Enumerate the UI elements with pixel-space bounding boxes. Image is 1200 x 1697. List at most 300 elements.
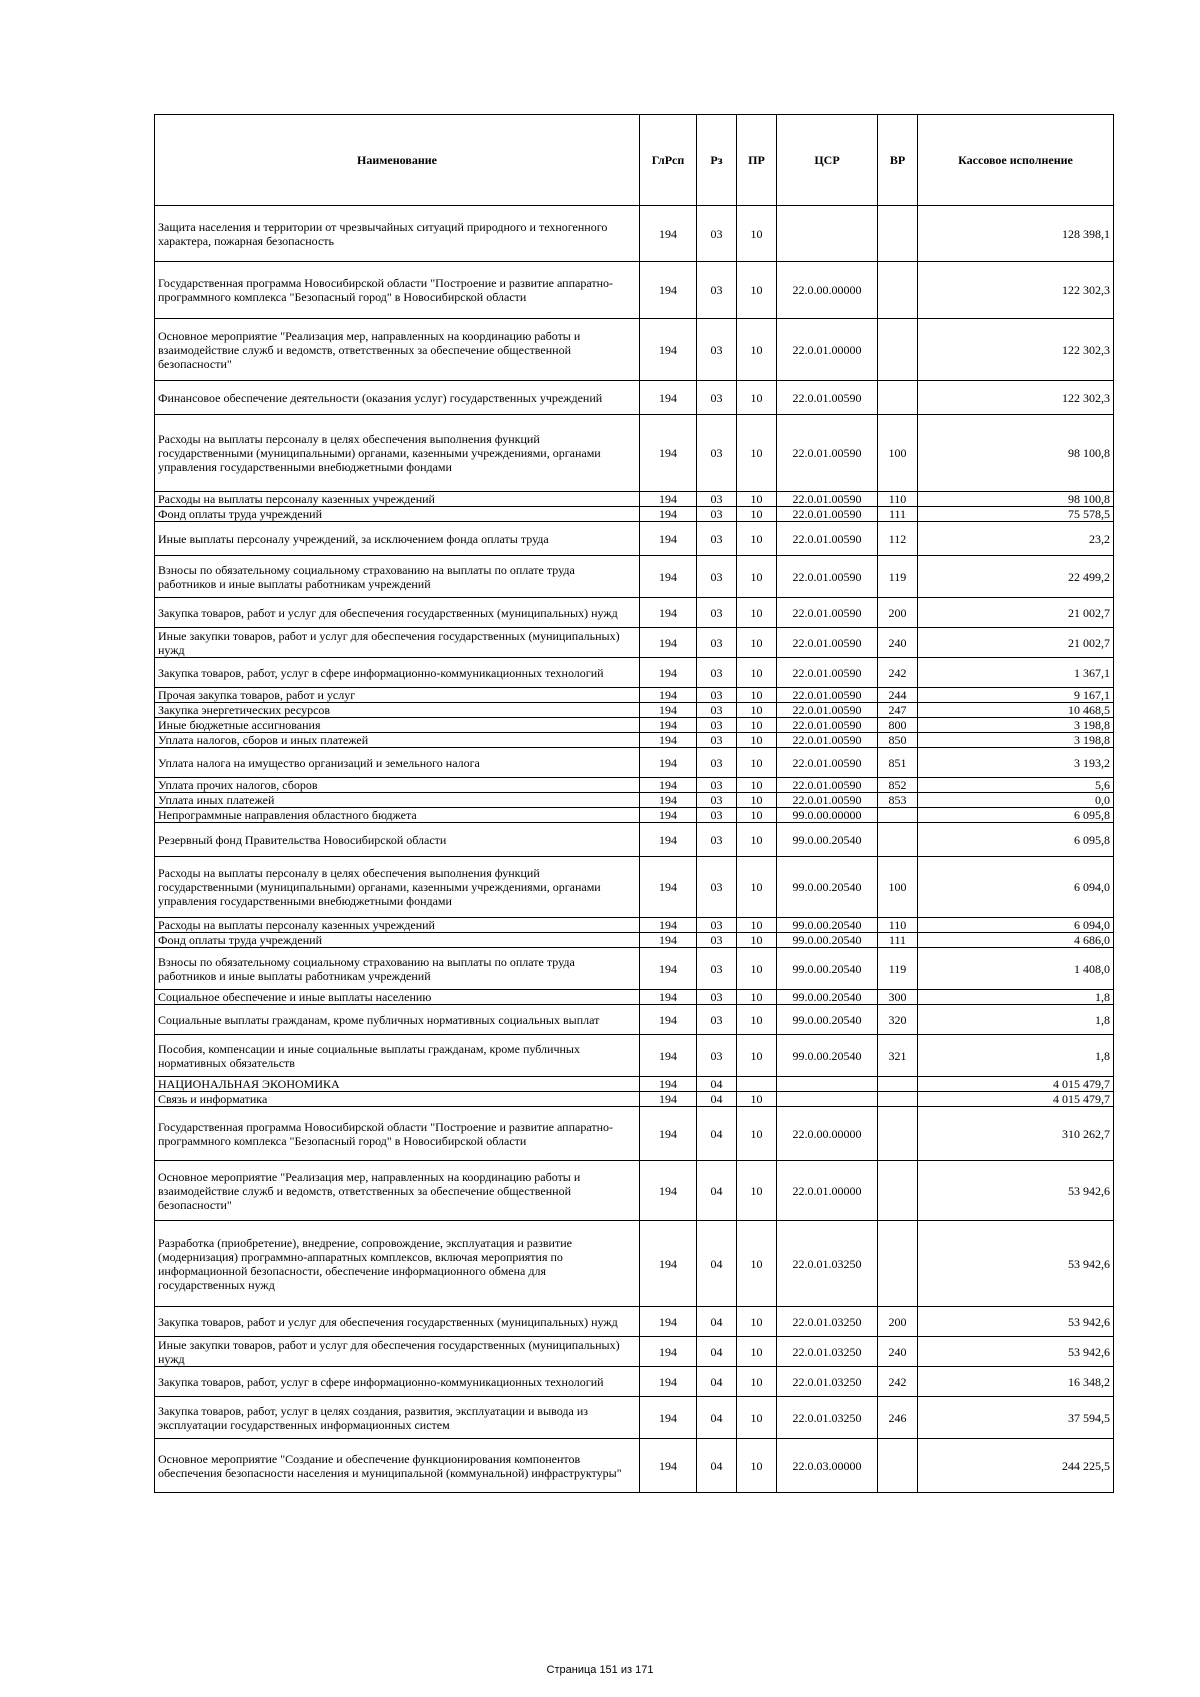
- cell-name: Государственная программа Новосибирской области "Построение и развитие аппаратно-программного комплекса "Безопасный город" в Новосибирской области: [155, 262, 640, 319]
- cell-vr: 111: [878, 507, 918, 522]
- cell-name: Иные закупки товаров, работ и услуг для обеспечения государственных (муниципальных) нужд: [155, 1337, 640, 1367]
- cell-csr: 22.0.01.03250: [777, 1337, 878, 1367]
- cell-vr: 853: [878, 793, 918, 808]
- cell-vr: [878, 823, 918, 857]
- cell-vr: 100: [878, 415, 918, 492]
- table-row: [155, 1005, 1114, 1035]
- cell-amount: 53 942,6: [918, 1221, 1114, 1307]
- cell-amount: 4 015 479,7: [918, 1077, 1114, 1092]
- cell-amount: 6 095,8: [918, 808, 1114, 823]
- cell-grsp: 194: [640, 206, 697, 262]
- cell-grsp: 194: [640, 808, 697, 823]
- cell-amount: 310 262,7: [918, 1107, 1114, 1161]
- cell-csr: 99.0.00.20540: [777, 948, 878, 990]
- cell-pr: 10: [737, 1397, 777, 1439]
- cell-csr: 22.0.01.00000: [777, 1161, 878, 1221]
- table-row: [155, 415, 1114, 492]
- cell-vr: 119: [878, 556, 918, 598]
- cell-amount: 0,0: [918, 793, 1114, 808]
- cell-vr: 200: [878, 1307, 918, 1337]
- cell-grsp: 194: [640, 948, 697, 990]
- cell-pr: 10: [737, 857, 777, 918]
- cell-vr: 300: [878, 990, 918, 1005]
- table-row: [155, 522, 1114, 556]
- cell-amount: 122 302,3: [918, 319, 1114, 381]
- table-row: [155, 778, 1114, 793]
- cell-grsp: 194: [640, 857, 697, 918]
- cell-pr: 10: [737, 658, 777, 688]
- table-row: [155, 1397, 1114, 1439]
- cell-csr: [777, 1077, 878, 1092]
- table-row: [155, 381, 1114, 415]
- cell-grsp: 194: [640, 933, 697, 948]
- cell-amount: 53 942,6: [918, 1307, 1114, 1337]
- cell-grsp: 194: [640, 598, 697, 628]
- cell-vr: 247: [878, 703, 918, 718]
- cell-vr: 119: [878, 948, 918, 990]
- cell-amount: 21 002,7: [918, 628, 1114, 658]
- cell-rz: 03: [697, 206, 737, 262]
- cell-grsp: 194: [640, 793, 697, 808]
- cell-csr: 22.0.01.03250: [777, 1397, 878, 1439]
- cell-grsp: 194: [640, 918, 697, 933]
- table-row: [155, 507, 1114, 522]
- cell-name: Прочая закупка товаров, работ и услуг: [155, 688, 640, 703]
- cell-name: Непрограммные направления областного бюджета: [155, 808, 640, 823]
- cell-rz: 03: [697, 415, 737, 492]
- cell-rz: 04: [697, 1161, 737, 1221]
- cell-pr: 10: [737, 262, 777, 319]
- cell-name: Закупка товаров, работ, услуг в сфере информационно-коммуникационных технологий: [155, 658, 640, 688]
- cell-vr: 100: [878, 857, 918, 918]
- cell-name: Финансовое обеспечение деятельности (оказания услуг) государственных учреждений: [155, 381, 640, 415]
- cell-name: Иные закупки товаров, работ и услуг для обеспечения государственных (муниципальных) нужд: [155, 628, 640, 658]
- cell-grsp: 194: [640, 1397, 697, 1439]
- cell-amount: 6 095,8: [918, 823, 1114, 857]
- cell-grsp: 194: [640, 718, 697, 733]
- cell-csr: 22.0.01.03250: [777, 1221, 878, 1307]
- cell-amount: 98 100,8: [918, 415, 1114, 492]
- cell-amount: 1,8: [918, 1035, 1114, 1077]
- cell-csr: 22.0.01.00590: [777, 688, 878, 703]
- table-row: [155, 1092, 1114, 1107]
- cell-rz: 03: [697, 703, 737, 718]
- cell-vr: [878, 1107, 918, 1161]
- cell-grsp: 194: [640, 1005, 697, 1035]
- cell-vr: [878, 206, 918, 262]
- header-vr: ВР: [878, 115, 918, 206]
- cell-grsp: 194: [640, 507, 697, 522]
- cell-rz: 03: [697, 823, 737, 857]
- cell-vr: 242: [878, 1367, 918, 1397]
- cell-name: Закупка товаров, работ и услуг для обеспечения государственных (муниципальных) нужд: [155, 598, 640, 628]
- header-grsp: ГлРсп: [640, 115, 697, 206]
- table-row: [155, 933, 1114, 948]
- cell-grsp: 194: [640, 319, 697, 381]
- cell-pr: 10: [737, 492, 777, 507]
- cell-name: Социальные выплаты гражданам, кроме публичных нормативных социальных выплат: [155, 1005, 640, 1035]
- cell-pr: 10: [737, 703, 777, 718]
- cell-name: Основное мероприятие "Создание и обеспечение функционирования компонентов обеспечения безопасности населения и муниципальной (коммунальной) инфраструктуры": [155, 1439, 640, 1493]
- cell-csr: 99.0.00.20540: [777, 1035, 878, 1077]
- cell-pr: 10: [737, 507, 777, 522]
- cell-pr: 10: [737, 319, 777, 381]
- cell-vr: 111: [878, 933, 918, 948]
- cell-rz: 04: [697, 1439, 737, 1493]
- cell-amount: 122 302,3: [918, 262, 1114, 319]
- cell-pr: 10: [737, 948, 777, 990]
- cell-name: Взносы по обязательному социальному страхованию на выплаты по оплате труда работников и иные выплаты работникам учреждений: [155, 556, 640, 598]
- cell-pr: 10: [737, 628, 777, 658]
- page-number: Страница 151 из 171: [546, 1664, 654, 1676]
- cell-name: Разработка (приобретение), внедрение, сопровождение, эксплуатация и развитие (модернизация) программно-аппаратных комплексов, включая мероприятия по информационной безопасности, обеспечение информационного обмена для государственных нужд: [155, 1221, 640, 1307]
- cell-amount: 21 002,7: [918, 598, 1114, 628]
- cell-vr: 851: [878, 748, 918, 778]
- cell-pr: 10: [737, 933, 777, 948]
- cell-name: Социальное обеспечение и иные выплаты населению: [155, 990, 640, 1005]
- cell-csr: [777, 1092, 878, 1107]
- cell-rz: 03: [697, 319, 737, 381]
- cell-pr: 10: [737, 556, 777, 598]
- table-row: [155, 319, 1114, 381]
- cell-name: Уплата налогов, сборов и иных платежей: [155, 733, 640, 748]
- cell-csr: 99.0.00.20540: [777, 857, 878, 918]
- cell-csr: 22.0.01.00590: [777, 507, 878, 522]
- cell-amount: 53 942,6: [918, 1161, 1114, 1221]
- cell-csr: 22.0.01.03250: [777, 1307, 878, 1337]
- cell-pr: 10: [737, 1439, 777, 1493]
- cell-grsp: 194: [640, 1221, 697, 1307]
- cell-grsp: 194: [640, 522, 697, 556]
- cell-grsp: 194: [640, 556, 697, 598]
- cell-name: Закупка товаров, работ, услуг в сфере информационно-коммуникационных технологий: [155, 1367, 640, 1397]
- cell-amount: 6 094,0: [918, 857, 1114, 918]
- cell-amount: 75 578,5: [918, 507, 1114, 522]
- table-row: [155, 718, 1114, 733]
- cell-pr: [737, 1077, 777, 1092]
- cell-csr: 99.0.00.00000: [777, 808, 878, 823]
- cell-pr: 10: [737, 778, 777, 793]
- cell-vr: [878, 1161, 918, 1221]
- cell-amount: 98 100,8: [918, 492, 1114, 507]
- cell-amount: 53 942,6: [918, 1337, 1114, 1367]
- cell-rz: 03: [697, 778, 737, 793]
- cell-rz: 03: [697, 857, 737, 918]
- cell-rz: 04: [697, 1337, 737, 1367]
- cell-rz: 03: [697, 948, 737, 990]
- cell-pr: 10: [737, 1367, 777, 1397]
- cell-grsp: 194: [640, 492, 697, 507]
- cell-name: Закупка энергетических ресурсов: [155, 703, 640, 718]
- header-amount: Кассовое исполнение: [918, 115, 1114, 206]
- cell-amount: 1 408,0: [918, 948, 1114, 990]
- cell-grsp: 194: [640, 1077, 697, 1092]
- cell-csr: 22.0.01.00590: [777, 778, 878, 793]
- cell-rz: 03: [697, 262, 737, 319]
- cell-amount: 23,2: [918, 522, 1114, 556]
- table-row: [155, 1035, 1114, 1077]
- cell-rz: 03: [697, 918, 737, 933]
- cell-csr: 22.0.00.00000: [777, 262, 878, 319]
- cell-csr: 22.0.01.00590: [777, 628, 878, 658]
- cell-rz: 04: [697, 1397, 737, 1439]
- table-row: [155, 658, 1114, 688]
- table-row: [155, 793, 1114, 808]
- cell-grsp: 194: [640, 381, 697, 415]
- cell-amount: 1 367,1: [918, 658, 1114, 688]
- cell-name: НАЦИОНАЛЬНАЯ ЭКОНОМИКА: [155, 1077, 640, 1092]
- cell-csr: 22.0.01.00590: [777, 556, 878, 598]
- table-row: [155, 918, 1114, 933]
- cell-amount: 6 094,0: [918, 918, 1114, 933]
- cell-pr: 10: [737, 415, 777, 492]
- cell-rz: 03: [697, 808, 737, 823]
- cell-vr: 110: [878, 492, 918, 507]
- cell-csr: 99.0.00.20540: [777, 933, 878, 948]
- header-name: Наименование: [155, 115, 640, 206]
- cell-vr: 240: [878, 1337, 918, 1367]
- cell-vr: 200: [878, 598, 918, 628]
- cell-name: Иные бюджетные ассигнования: [155, 718, 640, 733]
- cell-csr: [777, 206, 878, 262]
- cell-name: Уплата иных платежей: [155, 793, 640, 808]
- cell-csr: 22.0.03.00000: [777, 1439, 878, 1493]
- cell-amount: 4 015 479,7: [918, 1092, 1114, 1107]
- table-row: [155, 808, 1114, 823]
- cell-csr: 22.0.01.00590: [777, 415, 878, 492]
- table-row: [155, 1077, 1114, 1092]
- cell-rz: 03: [697, 933, 737, 948]
- table-row: [155, 206, 1114, 262]
- cell-pr: 10: [737, 1221, 777, 1307]
- cell-grsp: 194: [640, 1092, 697, 1107]
- cell-csr: 22.0.01.03250: [777, 1367, 878, 1397]
- cell-vr: 852: [878, 778, 918, 793]
- cell-rz: 03: [697, 492, 737, 507]
- cell-amount: 128 398,1: [918, 206, 1114, 262]
- cell-rz: 04: [697, 1077, 737, 1092]
- table-row: [155, 823, 1114, 857]
- cell-grsp: 194: [640, 778, 697, 793]
- cell-grsp: 194: [640, 1439, 697, 1493]
- cell-rz: 03: [697, 556, 737, 598]
- cell-grsp: 194: [640, 1161, 697, 1221]
- cell-pr: 10: [737, 206, 777, 262]
- table-row: [155, 703, 1114, 718]
- cell-grsp: 194: [640, 748, 697, 778]
- cell-amount: 122 302,3: [918, 381, 1114, 415]
- table-row: [155, 1161, 1114, 1221]
- table-row: [155, 1107, 1114, 1161]
- cell-vr: [878, 1077, 918, 1092]
- cell-rz: 04: [697, 1367, 737, 1397]
- cell-name: Фонд оплаты труда учреждений: [155, 507, 640, 522]
- cell-amount: 5,6: [918, 778, 1114, 793]
- cell-grsp: 194: [640, 688, 697, 703]
- cell-pr: 10: [737, 1337, 777, 1367]
- cell-amount: 16 348,2: [918, 1367, 1114, 1397]
- table-row: [155, 556, 1114, 598]
- cell-rz: 03: [697, 1035, 737, 1077]
- cell-amount: 37 594,5: [918, 1397, 1114, 1439]
- cell-grsp: 194: [640, 1035, 697, 1077]
- cell-pr: 10: [737, 381, 777, 415]
- cell-rz: 03: [697, 628, 737, 658]
- cell-pr: 10: [737, 808, 777, 823]
- cell-amount: 22 499,2: [918, 556, 1114, 598]
- cell-rz: 04: [697, 1092, 737, 1107]
- cell-rz: 03: [697, 990, 737, 1005]
- table-row: [155, 748, 1114, 778]
- cell-grsp: 194: [640, 1337, 697, 1367]
- cell-name: Уплата налога на имущество организаций и земельного налога: [155, 748, 640, 778]
- cell-csr: 22.0.01.00590: [777, 658, 878, 688]
- header-row: [155, 115, 1114, 206]
- cell-pr: 10: [737, 1035, 777, 1077]
- table-row: [155, 1337, 1114, 1367]
- cell-rz: 03: [697, 1005, 737, 1035]
- cell-vr: 246: [878, 1397, 918, 1439]
- cell-pr: 10: [737, 688, 777, 703]
- cell-csr: 99.0.00.20540: [777, 823, 878, 857]
- cell-vr: 112: [878, 522, 918, 556]
- cell-vr: [878, 381, 918, 415]
- table-row: [155, 492, 1114, 507]
- table-row: [155, 628, 1114, 658]
- header-rz: Рз: [697, 115, 737, 206]
- cell-name: Расходы на выплаты персоналу казенных учреждений: [155, 918, 640, 933]
- cell-rz: 03: [697, 522, 737, 556]
- table-row: [155, 1367, 1114, 1397]
- cell-pr: 10: [737, 1161, 777, 1221]
- cell-amount: 4 686,0: [918, 933, 1114, 948]
- cell-rz: 03: [697, 748, 737, 778]
- cell-csr: 22.0.01.00590: [777, 522, 878, 556]
- cell-amount: 244 225,5: [918, 1439, 1114, 1493]
- cell-name: Связь и информатика: [155, 1092, 640, 1107]
- table-row: [155, 990, 1114, 1005]
- cell-csr: 22.0.01.00590: [777, 598, 878, 628]
- cell-amount: 3 193,2: [918, 748, 1114, 778]
- cell-grsp: 194: [640, 1367, 697, 1397]
- cell-pr: 10: [737, 598, 777, 628]
- budget-table: [154, 114, 1114, 1493]
- cell-csr: 22.0.01.00590: [777, 718, 878, 733]
- table-row: [155, 598, 1114, 628]
- table-row: [155, 948, 1114, 990]
- cell-rz: 03: [697, 718, 737, 733]
- cell-pr: 10: [737, 1092, 777, 1107]
- header-csr: ЦСР: [777, 115, 878, 206]
- cell-csr: 22.0.00.00000: [777, 1107, 878, 1161]
- cell-pr: 10: [737, 1107, 777, 1161]
- cell-rz: 03: [697, 598, 737, 628]
- cell-pr: 10: [737, 990, 777, 1005]
- cell-name: Основное мероприятие "Реализация мер, направленных на координацию работы и взаимодействие служб и ведомств, ответственных за обеспечение общественной безопасности": [155, 1161, 640, 1221]
- cell-name: Расходы на выплаты персоналу казенных учреждений: [155, 492, 640, 507]
- cell-name: Пособия, компенсации и иные социальные выплаты гражданам, кроме публичных нормативных обязательств: [155, 1035, 640, 1077]
- cell-grsp: 194: [640, 262, 697, 319]
- cell-vr: 242: [878, 658, 918, 688]
- cell-csr: 22.0.01.00590: [777, 733, 878, 748]
- cell-vr: 320: [878, 1005, 918, 1035]
- cell-vr: [878, 1439, 918, 1493]
- cell-vr: 244: [878, 688, 918, 703]
- cell-amount: 9 167,1: [918, 688, 1114, 703]
- cell-pr: 10: [737, 522, 777, 556]
- cell-vr: [878, 262, 918, 319]
- table-row: [155, 733, 1114, 748]
- cell-amount: 1,8: [918, 990, 1114, 1005]
- cell-grsp: 194: [640, 658, 697, 688]
- cell-name: Расходы на выплаты персоналу в целях обеспечения выполнения функций государственными (муниципальными) органами, казенными учреждениями, органами управления государственными внебюджетными фондами: [155, 857, 640, 918]
- cell-name: Государственная программа Новосибирской области "Построение и развитие аппаратно-программного комплекса "Безопасный город" в Новосибирской области: [155, 1107, 640, 1161]
- cell-amount: 1,8: [918, 1005, 1114, 1035]
- cell-rz: 03: [697, 381, 737, 415]
- cell-amount: 10 468,5: [918, 703, 1114, 718]
- cell-pr: 10: [737, 733, 777, 748]
- cell-csr: 22.0.01.00000: [777, 319, 878, 381]
- cell-rz: 04: [697, 1307, 737, 1337]
- cell-grsp: 194: [640, 703, 697, 718]
- cell-rz: 03: [697, 793, 737, 808]
- cell-rz: 04: [697, 1221, 737, 1307]
- cell-csr: 22.0.01.00590: [777, 492, 878, 507]
- cell-name: Закупка товаров, работ, услуг в целях создания, развития, эксплуатации и вывода из эксплуатации государственных информационных систем: [155, 1397, 640, 1439]
- cell-rz: 03: [697, 507, 737, 522]
- cell-csr: 22.0.01.00590: [777, 793, 878, 808]
- cell-name: Закупка товаров, работ и услуг для обеспечения государственных (муниципальных) нужд: [155, 1307, 640, 1337]
- cell-name: Взносы по обязательному социальному страхованию на выплаты по оплате труда работников и иные выплаты работникам учреждений: [155, 948, 640, 990]
- cell-name: Расходы на выплаты персоналу в целях обеспечения выполнения функций государственными (муниципальными) органами, казенными учреждениями, органами управления государственными внебюджетными фондами: [155, 415, 640, 492]
- cell-vr: [878, 1221, 918, 1307]
- cell-pr: 10: [737, 1005, 777, 1035]
- cell-grsp: 194: [640, 990, 697, 1005]
- cell-amount: 3 198,8: [918, 718, 1114, 733]
- cell-csr: 99.0.00.20540: [777, 918, 878, 933]
- cell-vr: [878, 1092, 918, 1107]
- cell-grsp: 194: [640, 628, 697, 658]
- cell-rz: 04: [697, 1107, 737, 1161]
- cell-vr: [878, 808, 918, 823]
- table-row: [155, 1221, 1114, 1307]
- cell-pr: 10: [737, 718, 777, 733]
- cell-csr: 99.0.00.20540: [777, 990, 878, 1005]
- cell-grsp: 194: [640, 1107, 697, 1161]
- cell-vr: 240: [878, 628, 918, 658]
- cell-pr: 10: [737, 748, 777, 778]
- cell-name: Защита населения и территории от чрезвычайных ситуаций природного и техногенного характера, пожарная безопасность: [155, 206, 640, 262]
- cell-rz: 03: [697, 658, 737, 688]
- table-row: [155, 1307, 1114, 1337]
- cell-vr: 800: [878, 718, 918, 733]
- table-body: [155, 206, 1114, 1493]
- cell-name: Уплата прочих налогов, сборов: [155, 778, 640, 793]
- cell-vr: 850: [878, 733, 918, 748]
- table-row: [155, 1439, 1114, 1493]
- cell-vr: 321: [878, 1035, 918, 1077]
- cell-csr: 22.0.01.00590: [777, 381, 878, 415]
- cell-grsp: 194: [640, 823, 697, 857]
- cell-csr: 22.0.01.00590: [777, 748, 878, 778]
- cell-pr: 10: [737, 823, 777, 857]
- cell-pr: 10: [737, 918, 777, 933]
- table-row: [155, 262, 1114, 319]
- cell-name: Резервный фонд Правительства Новосибирской области: [155, 823, 640, 857]
- cell-csr: 99.0.00.20540: [777, 1005, 878, 1035]
- cell-vr: [878, 319, 918, 381]
- table-row: [155, 857, 1114, 918]
